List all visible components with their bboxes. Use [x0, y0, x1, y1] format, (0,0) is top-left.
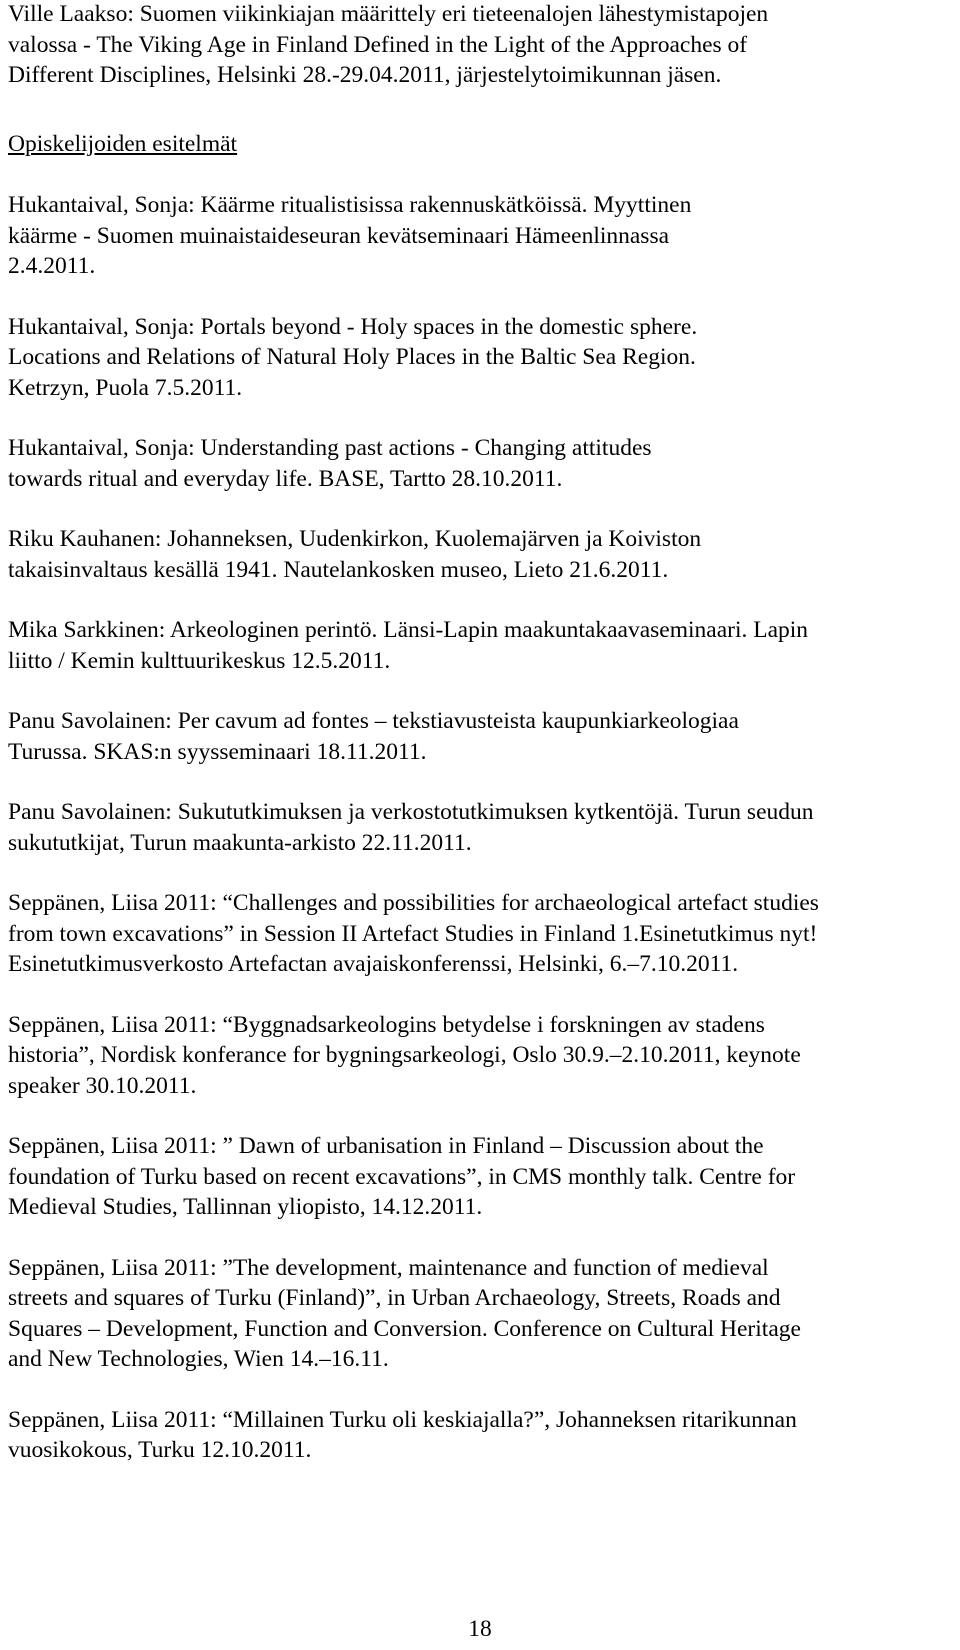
- entry-line: historia”, Nordisk konferance for bygningsarkeologi, Oslo 30.9.–2.10.2011, keynote: [8, 1042, 801, 1068]
- entry-line: Hukantaival, Sonja: Käärme ritualistisissa rakennuskätköissä. Myyttinen: [8, 192, 692, 218]
- entry-line: Squares – Development, Function and Conversion. Conference on Cultural Heritage: [8, 1315, 801, 1342]
- entry-line: Seppänen, Liisa 2011: ” Dawn of urbanisation in Finland – Discussion about the: [8, 1133, 764, 1159]
- entry-line: sukututkijat, Turun maakunta-arkisto 22.11.2011.: [8, 829, 472, 856]
- entry-line: valossa - The Viking Age in Finland Defined in the Light of the Approaches of: [8, 31, 748, 58]
- entry-line: Seppänen, Liisa 2011: “Millainen Turku oli keskiajalla?”, Johanneksen ritarikunnan: [8, 1406, 797, 1433]
- reference-entry: [8, 0, 948, 91]
- entry-line: Medieval Studies, Tallinnan yliopisto, 14.12.2011.: [8, 1194, 483, 1220]
- entry-line: Different Disciplines, Helsinki 28.-29.04.2011, järjestelytoimikunnan jäsen.: [8, 62, 722, 88]
- section-heading: Opiskelijoiden esitelmät: [8, 130, 238, 157]
- entry-line: liitto / Kemin kulttuurikeskus 12.5.2011.: [8, 647, 391, 674]
- reference-entry: [8, 797, 948, 858]
- entry-line: towards ritual and everyday life. BASE, Tartto 28.10.2011.: [8, 465, 563, 492]
- reference-entry: [8, 1131, 948, 1223]
- entry-line: Panu Savolainen: Sukututkimuksen ja verkostotutkimuksen kytkentöjä. Turun seudun: [8, 799, 814, 825]
- entry-line: and New Technologies, Wien 14.–16.11.: [8, 1346, 389, 1372]
- reference-entry: [8, 888, 948, 980]
- entry-line: Riku Kauhanen: Johanneksen, Uudenkirkon, Kuolemajärven ja Koiviston: [8, 526, 702, 552]
- entry-line: Hukantaival, Sonja: Understanding past actions - Changing attitudes: [8, 435, 652, 461]
- page-number: 18: [468, 1616, 492, 1642]
- entry-line: Seppänen, Liisa 2011: ”The development, maintenance and function of medieval: [8, 1254, 769, 1281]
- entry-line: Seppänen, Liisa 2011: “Byggnadsarkeologins betydelse i forskningen av stadens: [8, 1011, 765, 1038]
- document-page: [8, 0, 948, 1496]
- entry-line: Hukantaival, Sonja: Portals beyond - Holy spaces in the domestic sphere.: [8, 313, 698, 340]
- entry-line: vuosikokous, Turku 12.10.2011.: [8, 1437, 312, 1463]
- reference-entry: [8, 524, 948, 585]
- entry-line: Mika Sarkkinen: Arkeologinen perintö. Länsi-Lapin maakuntakaavaseminaari. Lapin: [8, 617, 809, 643]
- entry-line: streets and squares of Turku (Finland)”, in Urban Archaeology, Streets, Roads and: [8, 1285, 781, 1311]
- reference-entry: [8, 1253, 948, 1375]
- entry-line: speaker 30.10.2011.: [8, 1072, 197, 1099]
- entry-line: Ville Laakso: Suomen viikinkiajan määrittely eri tieteenalojen lähestymistapojen: [8, 1, 769, 27]
- entry-line: foundation of Turku based on recent excavations”, in CMS monthly talk. Centre for: [8, 1163, 796, 1190]
- reference-entry: [8, 615, 948, 676]
- entry-line: Esinetutkimusverkosto Artefactan avajaiskonferenssi, Helsinki, 6.–7.10.2011.: [8, 951, 739, 977]
- reference-entry: [8, 706, 948, 767]
- reference-entry: [8, 1405, 948, 1466]
- entry-line: Ketrzyn, Puola 7.5.2011.: [8, 374, 243, 401]
- entry-line: Turussa. SKAS:n syysseminaari 18.11.2011.: [8, 738, 427, 765]
- entry-line: Seppänen, Liisa 2011: “Challenges and possibilities for archaeological artefact studies: [8, 890, 819, 916]
- reference-entry: [8, 1010, 948, 1102]
- reference-entry: [8, 312, 948, 404]
- reference-entry: [8, 433, 948, 494]
- reference-entry: [8, 190, 948, 282]
- entry-line: käärme - Suomen muinaistaideseuran kevätseminaari Hämeenlinnassa: [8, 222, 670, 249]
- entry-line: 2.4.2011.: [8, 253, 96, 279]
- entry-line: takaisinvaltaus kesällä 1941. Nautelankosken museo, Lieto 21.6.2011.: [8, 556, 669, 583]
- entry-line: Locations and Relations of Natural Holy Places in the Baltic Sea Region.: [8, 344, 696, 370]
- entry-line: Panu Savolainen: Per cavum ad fontes – tekstiavusteista kaupunkiarkeologiaa: [8, 708, 739, 734]
- entry-line: from town excavations” in Session II Artefact Studies in Finland 1.Esinetutkimus nyt!: [8, 920, 818, 947]
